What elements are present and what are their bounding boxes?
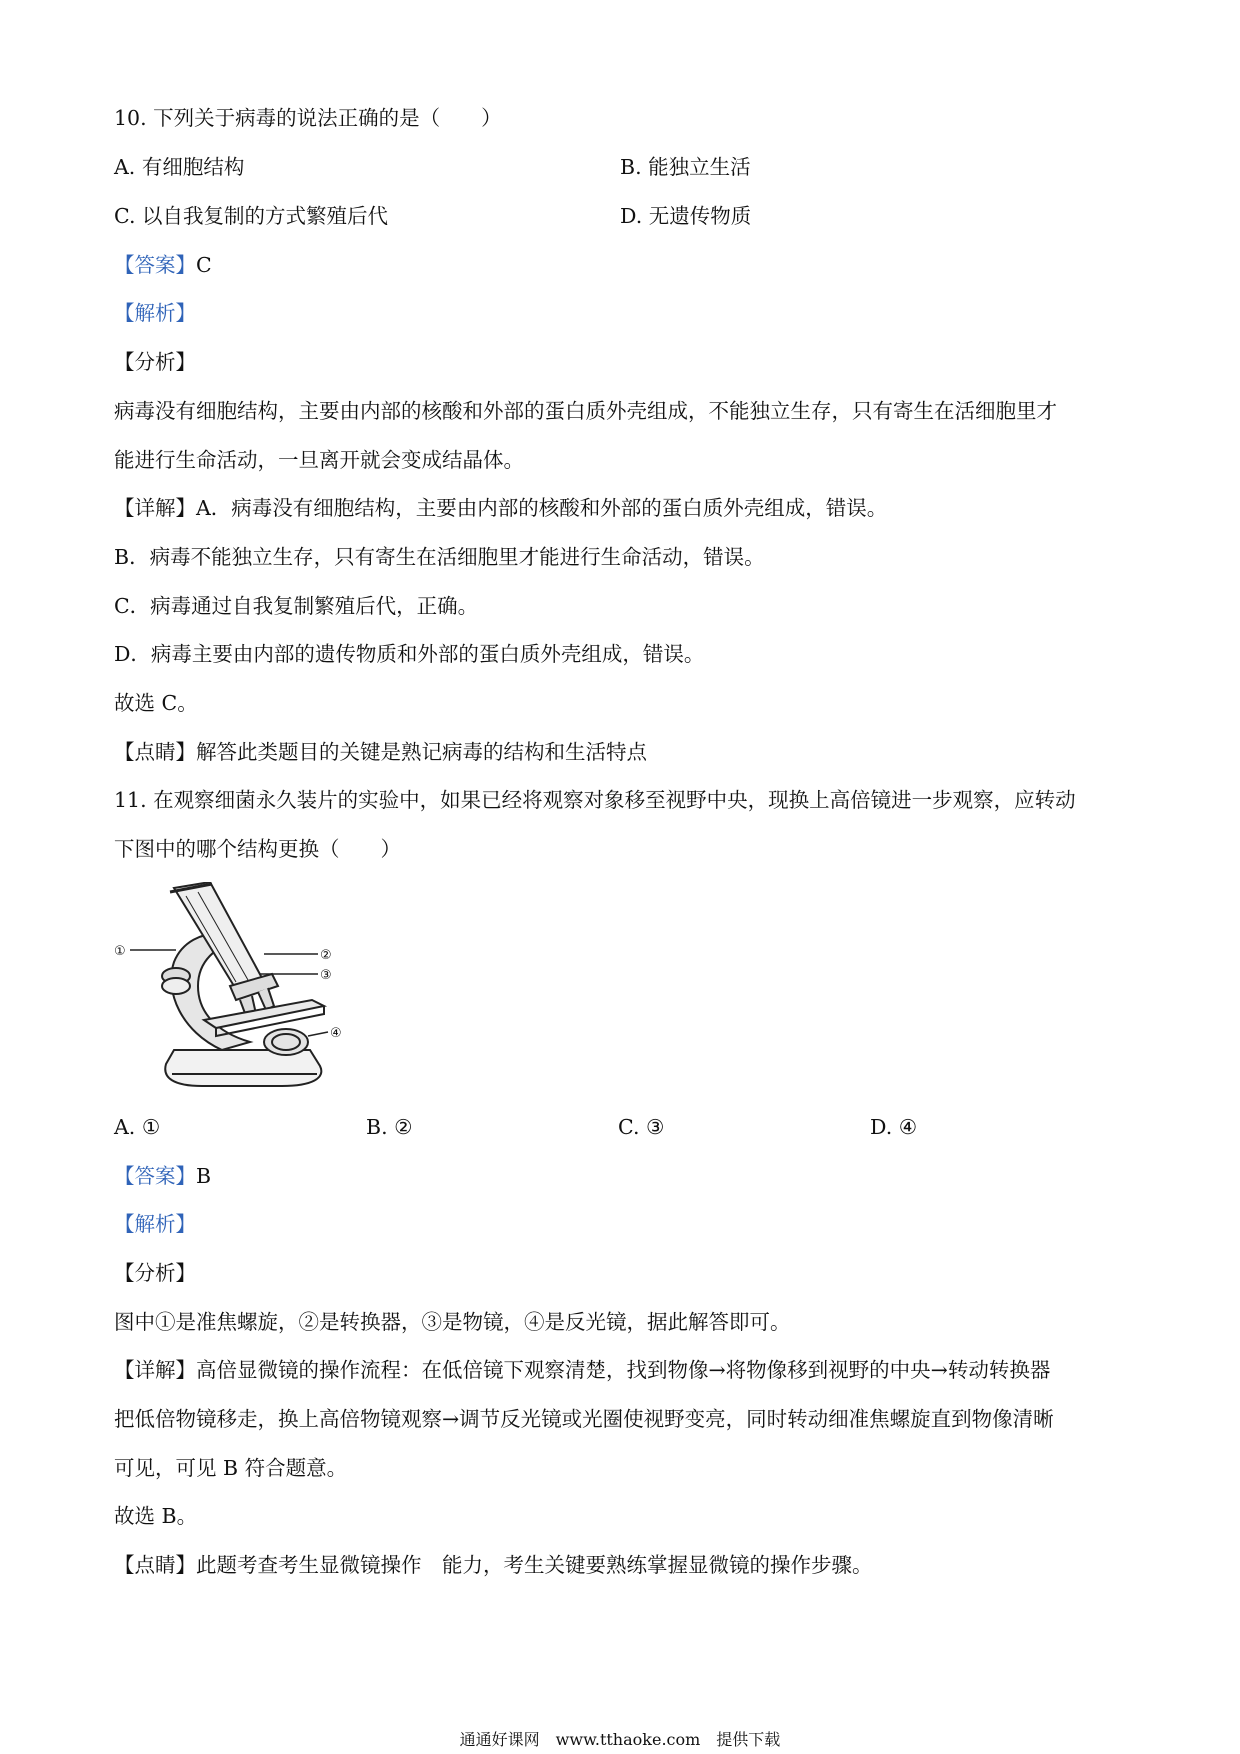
answer-value: C: [196, 253, 212, 277]
q11-detail-line: 把低倍物镜移走，换上高倍物镜观察→调节反光镜或光圈使视野变亮，同时转动细准焦螺旋直到物像清晰: [114, 1407, 1054, 1431]
q11-option-b: B. ②: [366, 1115, 413, 1139]
q11-analysis-tag: 【解析】: [114, 1212, 196, 1236]
q10-detail-line: C．病毒通过自我复制繁殖后代，正确。: [114, 594, 479, 618]
q10-stem: 10. 下列关于病毒的说法正确的是（ ）: [114, 106, 502, 130]
microscope-figure: [112, 882, 382, 1090]
dianjing-tag: 【点睛】: [114, 1553, 196, 1577]
q11-option-d: D. ④: [870, 1115, 918, 1139]
q11-detail-line: 可见，可见 B 符合题意。: [114, 1456, 348, 1480]
page-footer: 通通好课网 www.tthaoke.com 提供下载: [459, 1730, 781, 1749]
q10-detail: [114, 498, 887, 519]
q10-option-d: D. 无遗传物质: [620, 204, 752, 228]
dianjing-tag: 【点睛】: [114, 740, 196, 764]
q11-fenxi-tag: 【分析】: [114, 1261, 196, 1285]
answer-tag: 【答案】: [114, 253, 196, 277]
q10-fenxi-line: 病毒没有细胞结构，主要由内部的核酸和外部的蛋白质外壳组成，不能独立生存，只有寄生在活细胞里才: [114, 399, 1057, 423]
q11-option-c: C. ③: [618, 1115, 665, 1139]
dianjing-text: 此题考查考生显微镜操作 能力，考生关键要熟练掌握显微镜的操作步骤。: [196, 1553, 873, 1577]
q11-conclusion: 故选 B。: [114, 1504, 198, 1528]
q10-conclusion: 故选 C。: [114, 691, 198, 715]
q11-detail: [114, 1360, 1050, 1381]
q11-fenxi-line: 图中①是准焦螺旋，②是转换器，③是物镜，④是反光镜，据此解答即可。: [114, 1310, 791, 1334]
q10-fenxi-tag: 【分析】: [114, 350, 196, 374]
detail-line: 高倍显微镜的操作流程：在低倍镜下观察清楚，找到物像→将物像移到视野的中央→转动转换器: [196, 1358, 1051, 1382]
q10-option-a: A. 有细胞结构: [114, 155, 245, 179]
figure-label-2: ②: [320, 948, 332, 963]
q11-option-a: A. ①: [114, 1115, 161, 1139]
figure-label-1: ①: [114, 944, 126, 959]
q11-stem-line: 下图中的哪个结构更换（ ）: [114, 837, 401, 861]
dianjing-text: 解答此类题目的关键是熟记病毒的结构和生活特点: [196, 740, 647, 764]
q10-dianjing: [114, 742, 647, 763]
detail-tag: 【详解】: [114, 496, 196, 520]
q10-option-c: C. 以自我复制的方式繁殖后代: [114, 204, 388, 228]
q10-detail-line: B．病毒不能独立生存，只有寄生在活细胞里才能进行生命活动，错误。: [114, 545, 765, 569]
q11-answer: [114, 1166, 211, 1187]
q10-option-b: B. 能独立生活: [620, 155, 751, 179]
answer-value: B: [196, 1164, 212, 1188]
q10-answer: [114, 255, 212, 276]
q11-stem-line: 11. 在观察细菌永久装片的实验中，如果已经将观察对象移至视野中央，现换上高倍镜进一步观察，应转动: [114, 788, 1076, 812]
q10-fenxi-line: 能进行生命活动，一旦离开就会变成结晶体。: [114, 448, 524, 472]
figure-label-3: ③: [320, 968, 332, 983]
answer-tag: 【答案】: [114, 1164, 196, 1188]
q11-dianjing: [114, 1555, 873, 1576]
detail-line: A．病毒没有细胞结构，主要由内部的核酸和外部的蛋白质外壳组成，错误。: [196, 496, 888, 520]
detail-tag: 【详解】: [114, 1358, 196, 1382]
q10-analysis-tag: 【解析】: [114, 301, 196, 325]
q10-detail-line: D．病毒主要由内部的遗传物质和外部的蛋白质外壳组成，错误。: [114, 642, 705, 666]
figure-label-4: ④: [330, 1026, 342, 1041]
